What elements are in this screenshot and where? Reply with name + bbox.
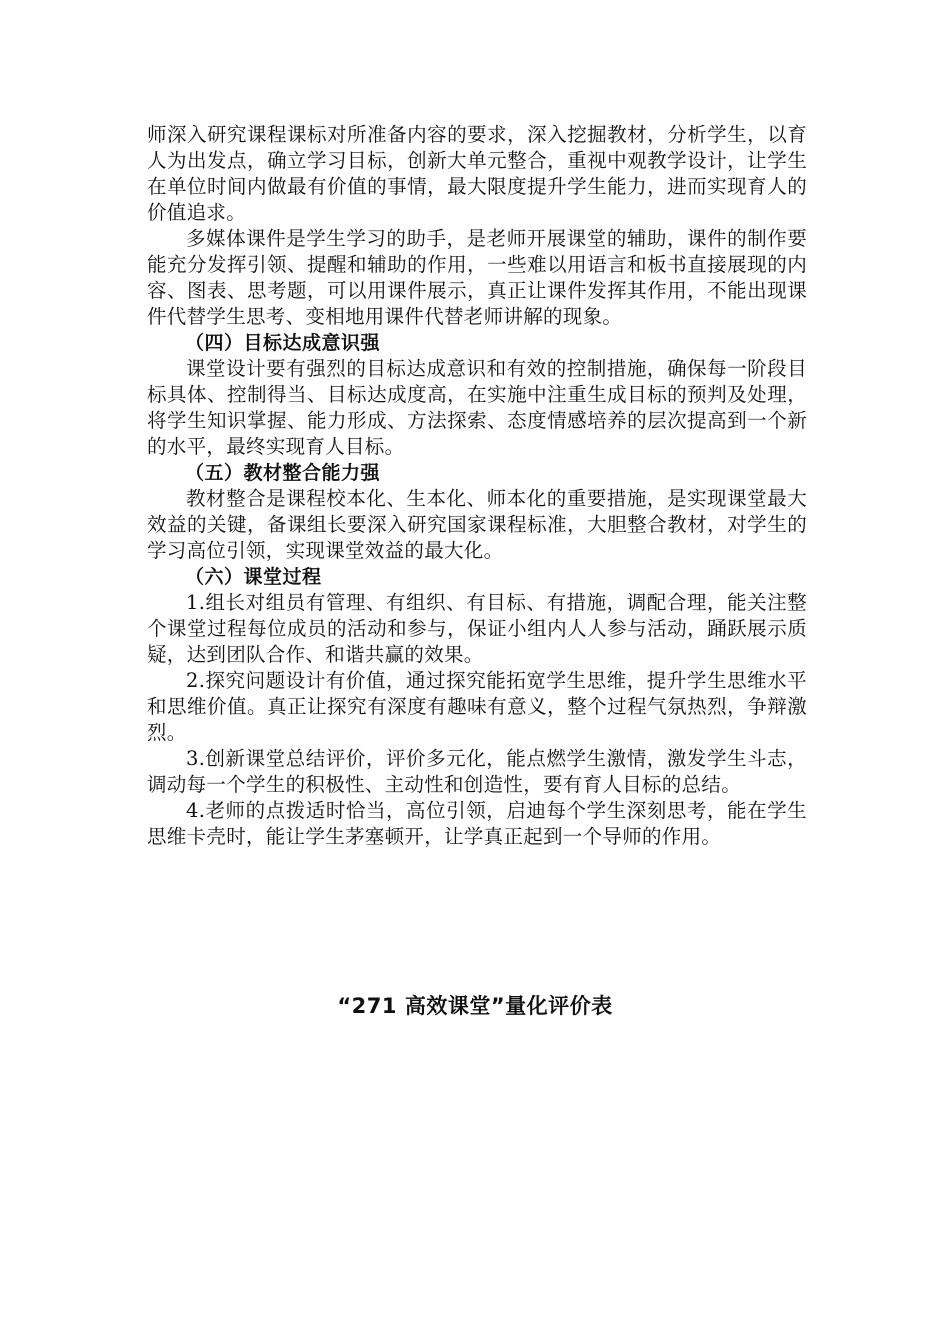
list-item-1: 1.组长对组员有管理、有组织、有目标、有措施，调配合理，能关注整个课堂过程每位成员的活动和参与，保证小组内人人参与活动，踊跃展示质疑，达到团队合作、和谐共赢的效果。	[147, 591, 807, 666]
section-heading-6: （六）课堂过程	[185, 566, 322, 588]
section-heading-5: （五）教材整合能力强	[185, 462, 381, 484]
paragraph-goal: 课堂设计要有强烈的目标达成意识和有效的控制措施，确保每一阶段目标具体、控制得当、目标达成度高，在实施中注重生成目标的预判及处理，将学生知识掌握、能力形成、方法探索、态度情感培养的层次提高到一个新的水平，最终实现育人目标。	[147, 357, 807, 458]
paragraph-multimedia: 多媒体课件是学生学习的助手，是老师开展课堂的辅助，课件的制作要能充分发挥引领、提醒和辅助的作用，一些难以用语言和板书直接展现的内容、图表、思考题，可以用课件展示，真正让课件发挥其作用，不能出现课件代替学生思考、变相地用课件代替老师讲解的现象。	[147, 227, 807, 328]
paragraph-continuation: 师深入研究课程课标对所准备内容的要求，深入挖掘教材，分析学生，以育人为出发点，确立学习目标，创新大单元整合，重视中观教学设计，让学生在单位时间内做最有价值的事情，最大限度提升学生能力，进而实现育人的价值追求。	[147, 123, 807, 224]
table-title: “271 高效课堂”量化评价表	[337, 994, 613, 1018]
list-item-4: 4.老师的点拨适时恰当，高位引领，启迪每个学生深刻思考，能在学生思维卡壳时，能让学生茅塞顿开，让学真正起到一个导师的作用。	[147, 799, 807, 848]
list-item-3: 3.创新课堂总结评价，评价多元化，能点燃学生激情，激发学生斗志，调动每一个学生的积极性、主动性和创造性，要有育人目标的总结。	[147, 747, 807, 796]
section-heading-4: （四）目标达成意识强	[185, 332, 381, 354]
document-body	[147, 122, 807, 850]
list-item-2: 2.探究问题设计有价值，通过探究能拓宽学生思维，提升学生思维水平和思维价值。真正让探究有深度有趣味有意义，整个过程气氛热烈，争辩激烈。	[147, 669, 807, 744]
paragraph-textbook: 教材整合是课程校本化、生本化、师本化的重要措施，是实现课堂最大效益的关键，备课组长要深入研究国家课程标准，大胆整合教材，对学生的学习高位引领，实现课堂效益的最大化。	[147, 487, 807, 562]
